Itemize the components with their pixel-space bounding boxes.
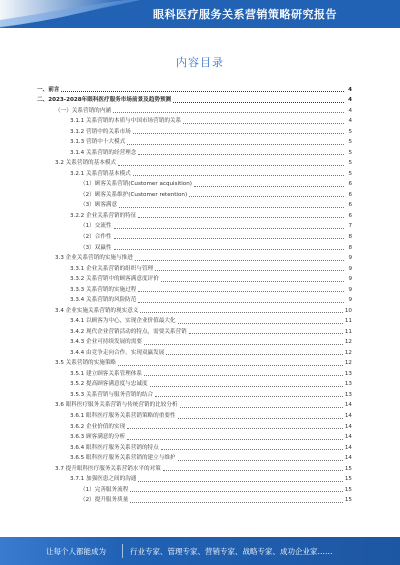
toc-dot-leader — [178, 323, 343, 324]
toc-entry[interactable] — [0, 104, 400, 115]
toc-dot-leader — [173, 102, 344, 103]
toc-dot-leader — [161, 281, 344, 282]
toc-entry-title: 3.6.3 顾客满意的分析 — [70, 434, 126, 441]
toc-entry[interactable] — [0, 262, 400, 273]
toc-dot-leader — [130, 491, 343, 492]
toc-dot-leader — [189, 333, 343, 334]
toc-entry-page: 10 — [344, 307, 352, 314]
toc-entry[interactable] — [0, 167, 400, 178]
toc-dot-leader — [155, 270, 344, 271]
toc-entry-page: 7 — [348, 223, 352, 230]
toc-entry-page: 12 — [344, 349, 352, 356]
toc-entry[interactable] — [0, 399, 400, 410]
toc-entry[interactable] — [0, 325, 400, 336]
toc-entry[interactable] — [0, 199, 400, 210]
toc-entry-title: （1）顾客关系营销(Customer acquisition) — [80, 181, 192, 188]
toc-entry[interactable] — [0, 94, 400, 105]
toc-dot-leader — [133, 175, 344, 176]
toc-entry-title: 3.1.1 关系营销的本质与中国市场营销的关系 — [70, 118, 182, 125]
toc-entry[interactable] — [0, 388, 400, 399]
toc-entry-title: 3.3.1 企业关系营销的组织与管理 — [70, 265, 154, 272]
toc-entry[interactable] — [0, 357, 400, 368]
toc-entry-page: 13 — [344, 391, 352, 398]
toc-entry-page: 9 — [348, 297, 352, 304]
toc-entry-page: 8 — [348, 244, 352, 251]
toc-entry[interactable] — [0, 336, 400, 347]
toc-entry-page: 5 — [348, 139, 352, 146]
toc-entry-page: 14 — [344, 423, 352, 430]
toc-entry-page: 15 — [344, 476, 352, 483]
toc-entry-page: 14 — [344, 434, 352, 441]
toc-dot-leader — [189, 196, 344, 197]
page-header — [0, 0, 400, 28]
toc-entry-page: 15 — [344, 465, 352, 472]
toc-entry[interactable] — [0, 441, 400, 452]
toc-entry-title: 3.2.2 企业关系营销的特征 — [70, 212, 137, 219]
toc-entry-page: 6 — [348, 212, 352, 219]
toc-entry-title: （1）完善服务流程 — [80, 486, 129, 493]
toc-entry[interactable] — [0, 346, 400, 357]
toc-entry-page: 5 — [348, 160, 352, 167]
toc-dot-leader — [138, 217, 344, 218]
toc-entry-page: 6 — [348, 191, 352, 198]
toc-entry-page: 4 — [348, 107, 352, 114]
toc-entry[interactable] — [0, 209, 400, 220]
toc-dot-leader — [180, 407, 343, 408]
toc-entry-title: 3.1.3 营销中十大模式 — [70, 139, 126, 146]
toc-entry-title: 3.2 关系营销的基本模式 — [55, 160, 117, 167]
toc-entry-title: 3.3.4 关系营销的风险防范 — [70, 297, 137, 304]
toc-dot-leader — [118, 365, 343, 366]
toc-entry-page: 12 — [344, 360, 352, 367]
toc-dot-leader — [150, 386, 343, 387]
toc-entry-page: 4 — [348, 118, 352, 125]
toc-entry-title: 3.4.2 现代企业营销活动的特点，需要关系营销 — [70, 328, 187, 335]
toc-dot-leader — [144, 344, 343, 345]
toc-entry[interactable] — [0, 220, 400, 231]
toc-entry[interactable] — [0, 452, 400, 463]
toc-dot-leader — [178, 418, 343, 419]
toc-entry-title: （3）双赢性 — [80, 244, 112, 251]
toc-entry[interactable] — [0, 420, 400, 431]
toc-entry-page: 4 — [348, 86, 352, 93]
toc-entry-page: 11 — [344, 318, 352, 325]
toc-dot-leader — [113, 112, 344, 113]
toc-dot-leader — [127, 144, 344, 145]
toc-entry[interactable] — [0, 188, 400, 199]
toc-dot-leader — [138, 481, 343, 482]
toc-entry-page: 5 — [348, 128, 352, 135]
toc-entry-page: 13 — [344, 370, 352, 377]
toc-dot-leader — [135, 260, 344, 261]
toc-entry[interactable] — [0, 115, 400, 126]
toc-entry[interactable] — [0, 136, 400, 147]
toc-entry-page: 14 — [344, 455, 352, 462]
toc-entry-page: 8 — [348, 233, 352, 240]
toc-dot-leader — [178, 460, 343, 461]
toc-entry-title: 3.6.2 企业价值的实现 — [70, 423, 126, 430]
toc-entry-title: 3.5.3 关系营销与服务营销的结合 — [70, 391, 154, 398]
toc-entry-title: 3.6.5 眼科医疗服务关系营销的建立与维护 — [70, 455, 176, 462]
toc-entry-title: （一）关系营销的内涵 — [55, 107, 111, 114]
page-footer — [0, 537, 400, 565]
toc-entry-title: 3.6.1 眼科医疗服务关系营销策略的重要性 — [70, 413, 176, 419]
toc-entry[interactable] — [0, 125, 400, 136]
toc-entry-title: （3）顾客满意 — [80, 202, 118, 209]
toc-dot-leader — [61, 91, 344, 92]
toc-entry-title: 3.4.1 以顾客为中心，实现企业价值最大化 — [70, 318, 176, 325]
toc-entry[interactable] — [0, 146, 400, 157]
toc-entry-title: 二、2023-2028年眼科医疗服务市场前景及趋势预测 — [37, 97, 172, 104]
toc-entry-title: 3.4.3 企业可持续发展的需要 — [70, 339, 142, 346]
toc-entry-page: 9 — [348, 255, 352, 262]
toc-entry[interactable] — [0, 378, 400, 389]
toc-dot-leader — [155, 396, 343, 397]
toc-entry[interactable] — [0, 494, 400, 505]
toc-entry-title: （2）提升服务质量 — [80, 497, 129, 504]
toc-entry[interactable] — [0, 273, 400, 284]
toc-entry[interactable] — [0, 367, 400, 378]
toc-dot-leader — [194, 186, 344, 187]
toc-entry-title: 3.7 提升眼科医疗服务关系营销水平的对策 — [55, 465, 161, 472]
toc-entry-title: 3.6.4 眼科医疗服务关系营销的特点 — [70, 444, 159, 451]
toc-entry[interactable] — [0, 230, 400, 241]
toc-dot-leader — [163, 470, 343, 471]
toc-dot-leader — [114, 249, 344, 250]
toc-dot-leader — [133, 133, 344, 134]
toc-entry-title: （1）交流性 — [80, 223, 112, 230]
toc-entry-page: 15 — [344, 486, 352, 493]
toc-entry-title: 3.5.1 建立顾客关系管理体系 — [70, 370, 142, 377]
toc-heading: 内容目录 — [176, 56, 224, 69]
toc-dot-leader — [114, 228, 344, 229]
toc-dot-leader — [119, 207, 344, 208]
toc-dot-leader — [144, 375, 343, 376]
toc-entry-page: 11 — [344, 328, 352, 335]
toc-entry[interactable] — [0, 409, 400, 420]
toc-dot-leader — [161, 449, 343, 450]
toc-entry-page: 6 — [348, 202, 352, 209]
toc-entry[interactable] — [0, 294, 400, 305]
toc-entry[interactable] — [0, 431, 400, 442]
toc-entry[interactable] — [0, 241, 400, 252]
toc-dot-leader — [166, 354, 343, 355]
toc-dot-leader — [127, 428, 343, 429]
toc-entry-page: 15 — [344, 497, 352, 504]
toc-entry-page: 14 — [344, 413, 352, 419]
toc-entry-page: 5 — [348, 149, 352, 156]
toc-dot-leader — [130, 502, 343, 503]
toc-entry[interactable] — [0, 283, 400, 294]
toc-entry-title: 3.6 眼科医疗服务关系营销与传统营销的比较分析 — [55, 402, 178, 409]
toc-dot-leader — [138, 154, 344, 155]
toc-entry-title: （2）顾客关系维护(Customer retention) — [80, 191, 188, 198]
toc-entry[interactable] — [0, 315, 400, 326]
toc-dot-leader — [118, 165, 344, 166]
toc-dot-leader — [114, 238, 344, 239]
toc-dot-leader — [127, 439, 343, 440]
toc-entry-title: 3.3.2 关系营销中的顾客满意度评价 — [70, 276, 159, 283]
toc-dot-leader — [138, 302, 344, 303]
toc-entry-title: 3.7.1 加强医患之间的沟通 — [70, 476, 137, 483]
toc-entry-title: 3.3.3 关系营销的实施过程 — [70, 286, 137, 293]
toc-entry-title: 3.4 企业实施关系营销的现实意义 — [55, 307, 139, 314]
toc-entry[interactable] — [0, 83, 400, 94]
toc-entry[interactable] — [0, 252, 400, 263]
report-title: 眼科医疗服务关系营销策略研究报告 — [153, 8, 337, 21]
table-of-contents — [0, 83, 400, 504]
footer-slogan-lead: 让每个人都能成为 — [46, 547, 106, 556]
toc-entry[interactable] — [0, 178, 400, 189]
toc-entry-page: 12 — [344, 339, 352, 346]
toc-entry-title: 3.2.1 关系营销基本模式 — [70, 170, 131, 177]
toc-dot-leader — [138, 291, 344, 292]
toc-entry-page: 9 — [348, 265, 352, 272]
toc-entry-page: 5 — [348, 170, 352, 177]
toc-entry[interactable] — [0, 483, 400, 494]
toc-entry-title: 3.5.2 提高顾客满意度与忠诚度 — [70, 381, 148, 388]
toc-entry-page: 14 — [344, 402, 352, 409]
toc-entry-title: 一、前言 — [37, 86, 60, 93]
footer-slogan-roles: 行业专家、管理专家、营销专家、战略专家、成功企业家…… — [130, 547, 333, 556]
toc-entry-title: （2）合作性 — [80, 233, 112, 240]
toc-entry[interactable] — [0, 304, 400, 315]
toc-entry-title: 3.1.4 关系营销的经营理念 — [70, 149, 137, 156]
toc-entry-page: 9 — [348, 286, 352, 293]
toc-entry-page: 4 — [348, 97, 352, 104]
toc-dot-leader — [140, 312, 342, 313]
toc-entry[interactable] — [0, 473, 400, 484]
toc-entry-title: 3.4.4 由竞争走向合作，实现双赢发展 — [70, 349, 165, 356]
toc-entry-page: 14 — [344, 444, 352, 451]
toc-entry[interactable] — [0, 157, 400, 168]
toc-entry-title: 3.1.2 营销中的关系市场 — [70, 128, 131, 135]
toc-entry-title: 3.5 关系营销的实施策略 — [55, 360, 117, 367]
toc-entry-title: 3.3 企业关系营销的实施与推进 — [55, 255, 133, 262]
toc-entry-page: 6 — [348, 181, 352, 188]
toc-dot-leader — [183, 123, 344, 124]
toc-entry[interactable] — [0, 462, 400, 473]
footer-divider — [122, 544, 123, 558]
toc-entry-page: 9 — [348, 276, 352, 283]
toc-entry-page: 13 — [344, 381, 352, 388]
